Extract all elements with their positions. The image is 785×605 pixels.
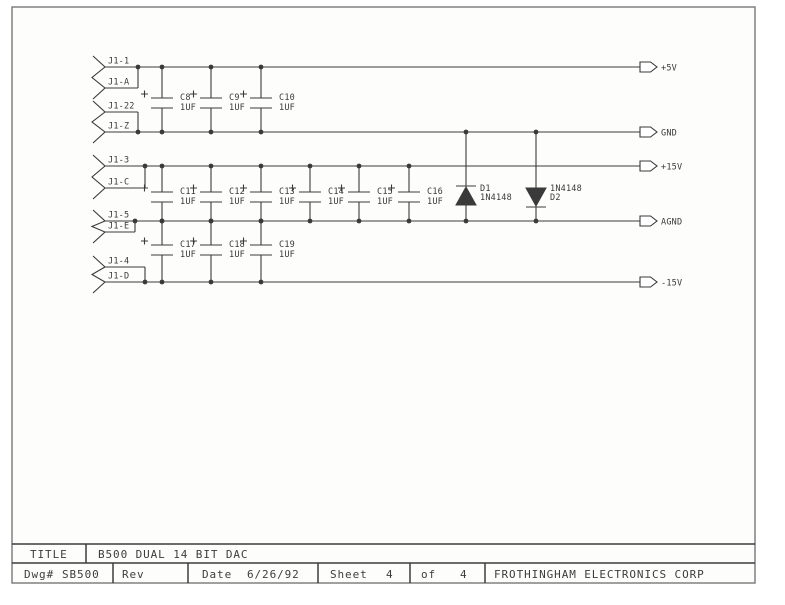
- junction-dot: [259, 130, 264, 135]
- cap-value-label: 1UF: [279, 197, 295, 207]
- power-flag-agnd: [640, 216, 682, 228]
- cap-value-label: 1UF: [279, 103, 295, 113]
- cap-value-label: 1UF: [229, 103, 245, 113]
- dwg-label: Dwg#: [24, 568, 55, 581]
- junction-dot: [209, 280, 214, 285]
- junction-dot: [308, 219, 313, 224]
- pin-label: J1-C: [108, 177, 130, 188]
- sheet-border: [12, 7, 755, 583]
- junction-dot: [357, 164, 362, 169]
- pin-label: J1-1: [108, 56, 130, 67]
- cap-ref-label: C8: [180, 93, 191, 103]
- junction-dot: [209, 65, 214, 70]
- cap-value-label: 1UF: [377, 197, 393, 207]
- junction-dot: [464, 219, 469, 224]
- junction-dot: [259, 65, 264, 70]
- cap-value-label: 1UF: [180, 197, 196, 207]
- drawing-title: B500 DUAL 14 BIT DAC: [98, 548, 249, 561]
- cap-ref-label: C18: [229, 240, 245, 250]
- junction-dot: [259, 164, 264, 169]
- junction-dot: [209, 219, 214, 224]
- junction-dot: [160, 164, 165, 169]
- pin-label: J1-3: [108, 155, 130, 166]
- cap-ref-label: C11: [180, 187, 196, 197]
- cap-ref-label: C15: [377, 187, 393, 197]
- cap-ref-label: C12: [229, 187, 245, 197]
- cap-ref-label: C14: [328, 187, 344, 197]
- cap-ref-label: C9: [229, 93, 240, 103]
- junction-dot: [534, 219, 539, 224]
- pin-label: J1-A: [108, 77, 130, 88]
- flag-label: AGND: [661, 217, 683, 228]
- title-label: TITLE: [30, 548, 68, 561]
- pin-label: J1-E: [108, 221, 130, 232]
- cap-ref-label: C10: [279, 93, 295, 103]
- junction-dot: [259, 219, 264, 224]
- junction-dot: [143, 164, 148, 169]
- junction-dot: [136, 65, 141, 70]
- diode-label: D1: [480, 184, 491, 194]
- of-total: 4: [460, 568, 468, 581]
- junction-dot: [407, 219, 412, 224]
- pin-label: J1-Z: [108, 121, 130, 132]
- cap-value-label: 1UF: [279, 250, 295, 260]
- cap-ref-label: C19: [279, 240, 295, 250]
- sheet-label: Sheet: [330, 568, 368, 581]
- cap-value-label: 1UF: [229, 250, 245, 260]
- junction-dot: [143, 280, 148, 285]
- power-flag-pos-15v: [640, 161, 682, 173]
- flag-label: +5V: [661, 63, 677, 74]
- junction-dot: [160, 130, 165, 135]
- pin-label: J1-5: [108, 210, 130, 221]
- of-label: of: [421, 568, 437, 581]
- cap-value-label: 1UF: [427, 197, 443, 207]
- cap-value-label: 1UF: [229, 197, 245, 207]
- pin-label: J1-22: [108, 101, 135, 112]
- junction-dot: [133, 219, 138, 224]
- diode-label: 1N4148: [480, 193, 512, 203]
- cap-value-label: 1UF: [328, 197, 344, 207]
- flag-label: GND: [661, 128, 677, 139]
- junction-dot: [357, 219, 362, 224]
- pin-label: J1-4: [108, 256, 130, 267]
- junction-dot: [160, 219, 165, 224]
- company-name: FROTHINGHAM ELECTRONICS CORP: [494, 568, 705, 581]
- junction-dot: [407, 164, 412, 169]
- pin-label: J1-D: [108, 271, 130, 282]
- cap-ref-label: C16: [427, 187, 443, 197]
- junction-dot: [534, 130, 539, 135]
- junction-dot: [160, 65, 165, 70]
- junction-dot: [136, 130, 141, 135]
- date-label: Date: [202, 568, 233, 581]
- diode-label: D2: [550, 193, 561, 203]
- junction-dot: [259, 280, 264, 285]
- junction-dot: [160, 280, 165, 285]
- cap-value-label: 1UF: [180, 103, 196, 113]
- junction-dot: [464, 130, 469, 135]
- junction-dot: [308, 164, 313, 169]
- sheet-number: 4: [386, 568, 394, 581]
- junction-dot: [209, 164, 214, 169]
- rev-label: Rev: [122, 568, 145, 581]
- cap-value-label: 1UF: [180, 250, 196, 260]
- power-flag-neg-15v: [640, 277, 682, 289]
- junction-dot: [209, 130, 214, 135]
- cap-ref-label: C13: [279, 187, 295, 197]
- flag-label: -15V: [661, 278, 683, 289]
- dwg-number: SB500: [62, 568, 100, 581]
- flag-label: +15V: [661, 162, 683, 173]
- date-value: 6/26/92: [247, 568, 300, 581]
- cap-ref-label: C17: [180, 240, 196, 250]
- diode-label: 1N4148: [550, 184, 582, 194]
